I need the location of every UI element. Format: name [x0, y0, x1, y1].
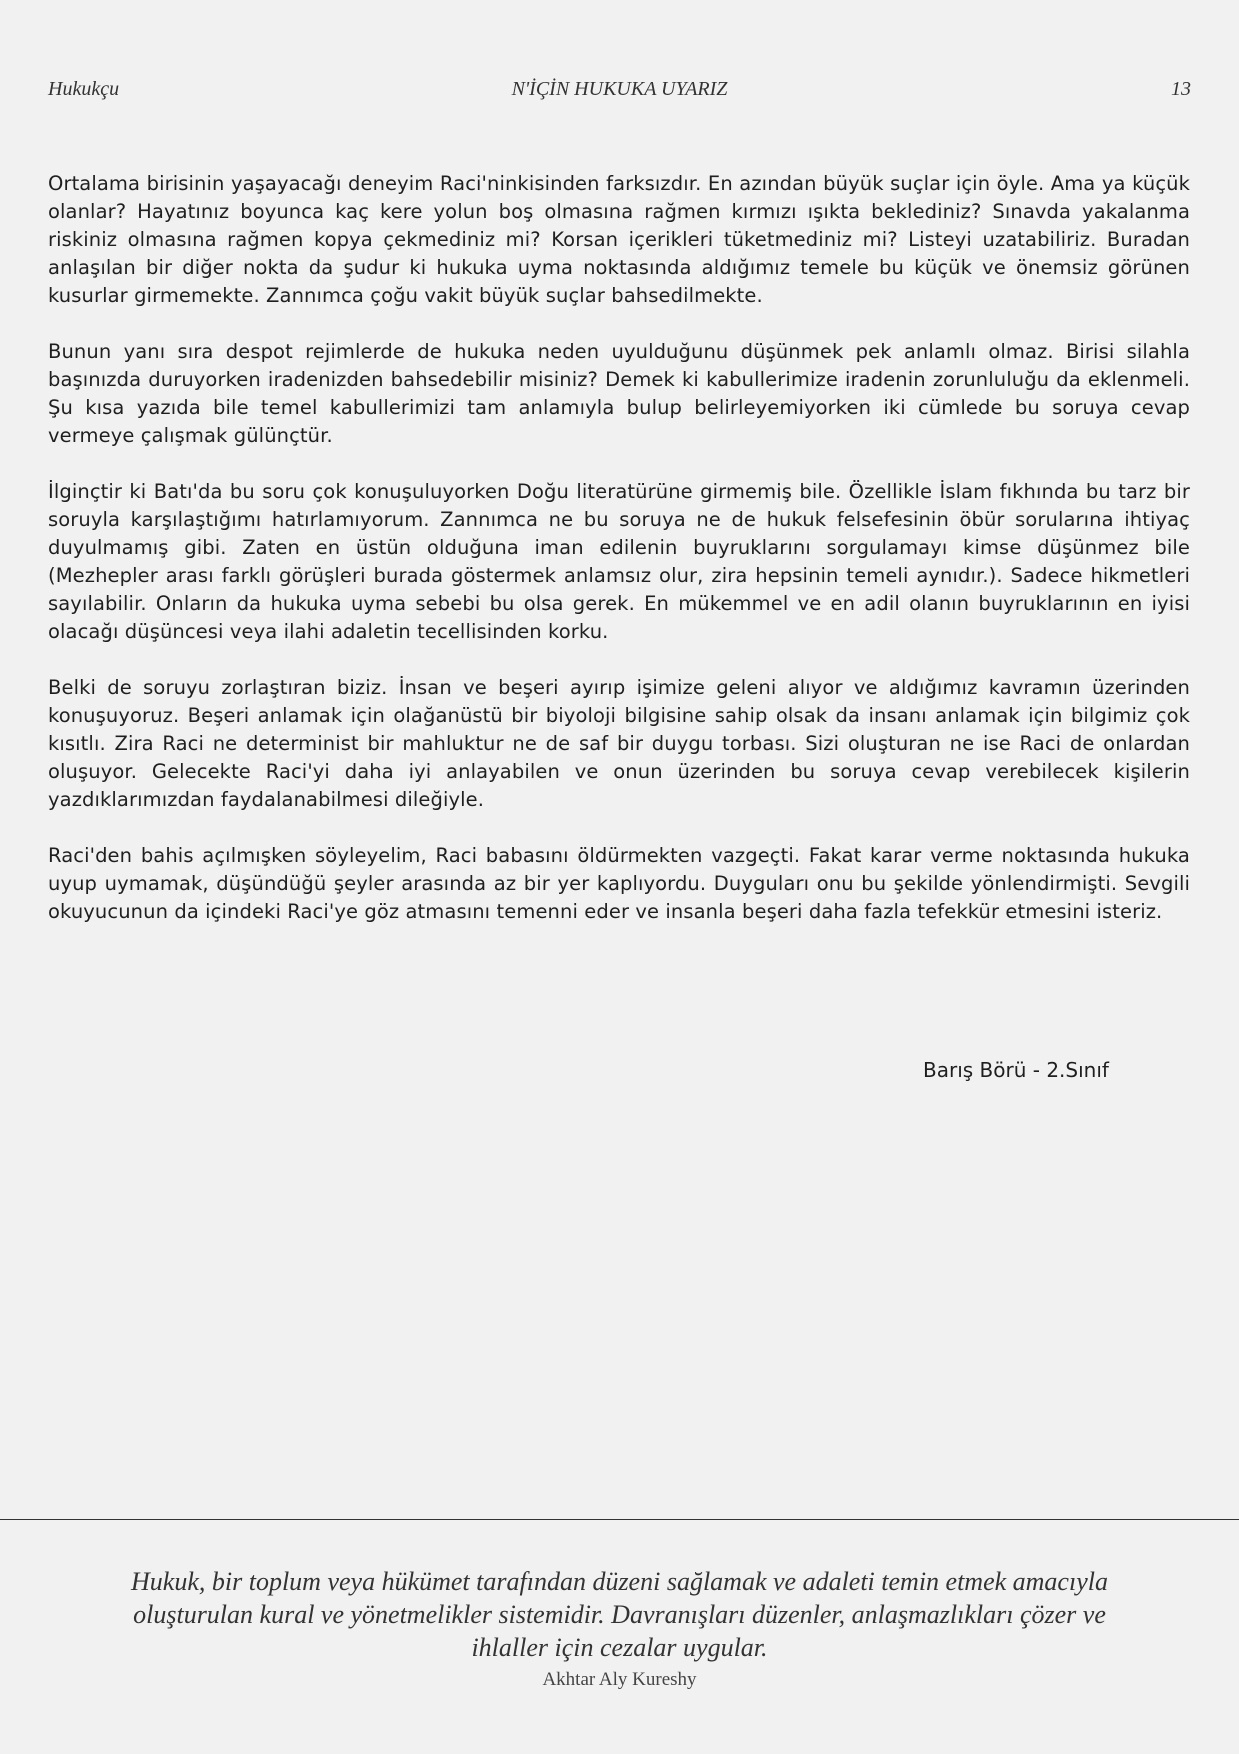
- footer-quote: Hukuk, bir toplum veya hükümet tarafından düzeni sağlamak ve adaleti temin etmek amacıyla oluşturulan kural ve yönetmelikler sistemidir. Davranışları düzenler, anlaşmazlıkları çözer ve ihlaller için cezalar uygular.: [131, 1567, 1108, 1662]
- article-paragraph: Bunun yanı sıra despot rejimlerde de hukuka neden uyulduğunu düşünmek pek anlamlı olmaz. Birisi silahla başınızda duruyorken iradenizden bahsedebilir misiniz? Demek ki kabullerimize iradenin zorunluluğu da eklenmeli. Şu kısa yazıda bile temel kabullerimizi tam anlamıyla bulup belirleyemiyorken iki cümlede bu soruya cevap vermeye çalışmak gülünçtür.: [48, 340, 1190, 447]
- page-number: 13: [1171, 78, 1191, 100]
- author-signature: Barış Börü - 2.Sınıf: [923, 1058, 1109, 1082]
- article-paragraph: İlginçtir ki Batı'da bu soru çok konuşuluyorken Doğu literatürüne girmemiş bile. Özellikle İslam fıkhında bu tarz bir soruyla karşılaştığımı hatırlamıyorum. Zannımca ne bu soruya ne de hukuk felsefesinin öbür sorularına ihtiyaç duyulmamış gibi. Zaten en üstün olduğuna iman edilenin buyruklarını sorgulamayı kimse düşünmez bile (Mezhepler arası farklı görüşleri burada göstermek anlamsız olur, zira hepsinin temeli aynıdır.). Sadece hikmetleri sayılabilir. Onların da hukuka uyma sebebi bu olsa gerek. En mükemmel ve en adil olanın buyruklarının en iyisi olacağı düşüncesi veya ilahi adaletin tecellisinden korku.: [48, 480, 1190, 643]
- page-header: [48, 78, 1191, 108]
- article-paragraph: Belki de soruyu zorlaştıran biziz. İnsan ve beşeri ayırıp işimize geleni alıyor ve aldığımız kavramın üzerinden konuşuyoruz. Beşeri anlamak için olağanüstü bir biyoloji bilgisine sahip olsak da insanı anlamak için bilgimiz çok kısıtlı. Zira Raci ne determinist bir mahluktur ne de saf bir duygu torbası. Sizi oluşturan ne ise Raci de onlardan oluşuyor. Gelecekte Raci'yi daha iyi anlayabilen ve onun üzerinden bu soruya cevap verebilecek kişilerin yazdıklarımızdan faydalanabilmesi dileğiyle.: [48, 676, 1190, 811]
- running-title: N'İÇİN HUKUKA UYARIZ: [511, 78, 728, 100]
- magazine-name: Hukukçu: [48, 78, 120, 100]
- article-paragraph: Ortalama birisinin yaşayacağı deneyim Raci'ninkisinden farksızdır. En azından büyük suçlar için öyle. Ama ya küçük olanlar? Hayatınız boyunca kaç kere yolun boş olmasına rağmen kırmızı ışıkta beklediniz? Sınavda yakalanma riskiniz olmasına rağmen kopya çekmediniz mi? Korsan içerikleri tüketmediniz mi? Listeyi uzatabiliriz. Buradan anlaşılan bir diğer nokta da şudur ki hukuka uyma noktasında aldığımız temele bu küçük ve önemsiz görünen kusurlar girmemekte. Zannımca çoğu vakit büyük suçlar bahsedilmekte.: [48, 172, 1190, 307]
- article-paragraph: Raci'den bahis açılmışken söyleyelim, Raci babasını öldürmekten vazgeçti. Fakat karar verme noktasında hukuka uyup uymamak, düşündüğü şeyler arasında az bir yer kaplıyordu. Duyguları onu bu şekilde yönlendirmişti. Sevgili okuyucunun da içindeki Raci'ye göz atmasını temenni eder ve insanla beşeri daha fazla tefekkür etmesini isteriz.: [48, 844, 1190, 923]
- article-body: [48, 170, 1190, 954]
- footer-divider: [0, 1519, 1239, 1520]
- quote-author: Akhtar Aly Kureshy: [542, 1669, 697, 1690]
